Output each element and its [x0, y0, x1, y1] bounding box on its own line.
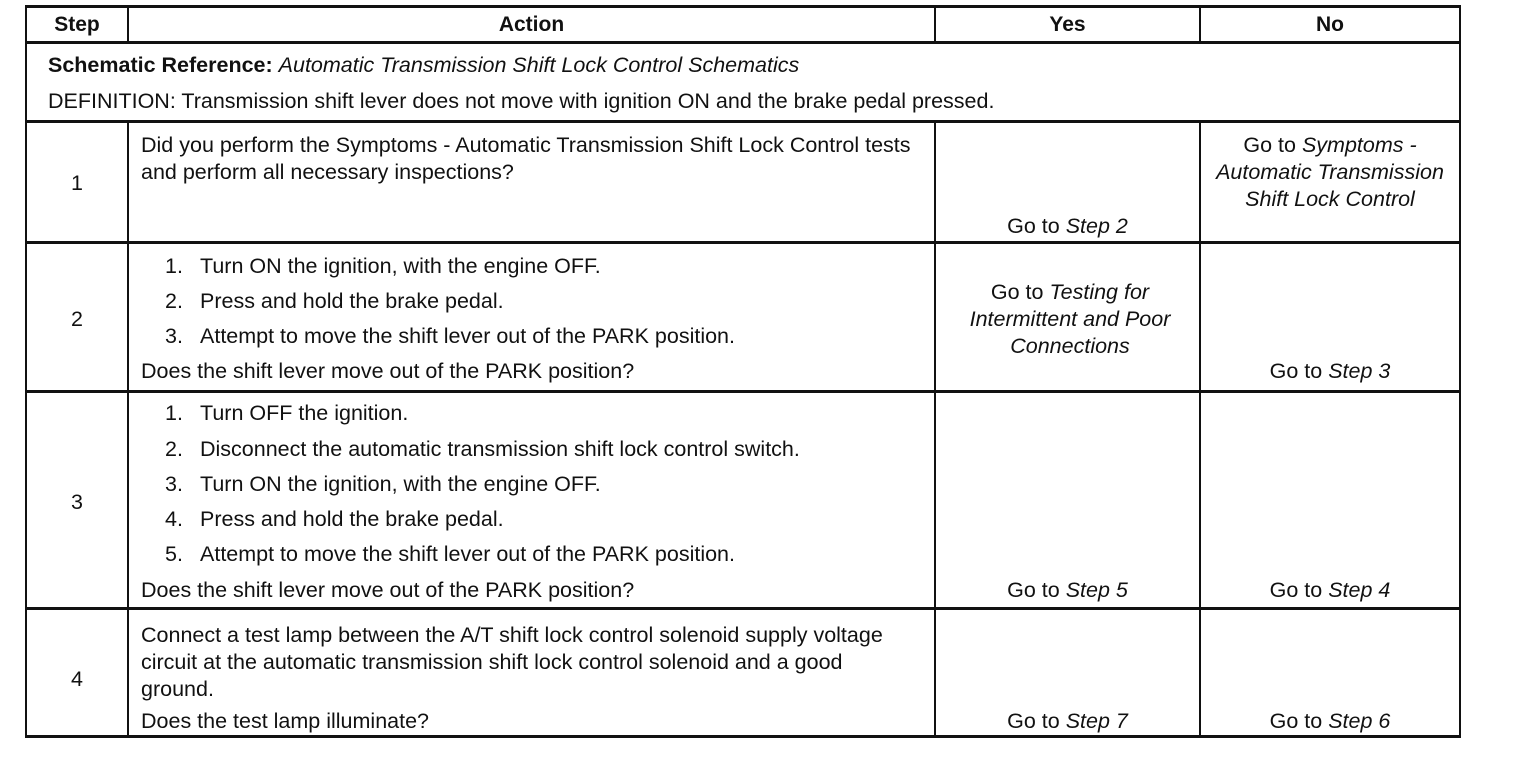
header-action: Action [498, 13, 565, 36]
step3-yes [936, 577, 1199, 604]
step4-number: 4 [71, 667, 83, 691]
step3-item-1-text: Turn OFF the ignition. [200, 401, 409, 425]
schematic-reference [48, 52, 799, 79]
step2-question: Does the shift lever move out of the PARK position? [141, 359, 635, 383]
definition: DEFINITION: Transmission shift lever does not move with ignition ON and the brake pedal pressed. [48, 89, 995, 113]
step1-no-prefix: Go to [1243, 133, 1296, 157]
schematic-reference-label: Schematic Reference: [48, 53, 273, 77]
header-yes: Yes [1049, 13, 1086, 36]
step1-action: Did you perform the Symptoms - Automatic Transmission Shift Lock Control tests and perform all necessary inspections? [141, 133, 911, 184]
diagnostic-table [25, 5, 1461, 738]
step3-number: 3 [71, 490, 83, 514]
step2-item-2: 2. Press and hold the brake pedal. [165, 289, 504, 313]
step3-row [25, 393, 1461, 607]
step2-yes-link[interactable]: Testing for Intermittent and Poor Connections [969, 280, 1171, 358]
step3-item-3: 3. Turn ON the ignition, with the engine OFF. [165, 472, 601, 496]
step4-no-prefix: Go to [1269, 709, 1323, 733]
step4-yes-prefix: Go to [1007, 709, 1060, 733]
step3-yes-link[interactable]: Step 5 [1065, 578, 1128, 602]
step3-item-1: 1. Turn OFF the ignition. [165, 401, 409, 425]
step2-item-1-text: Turn ON the ignition, with the engine OFF. [200, 254, 601, 278]
step2-no [1201, 358, 1459, 385]
step3-question: Does the shift lever move out of the PARK position? [141, 578, 635, 602]
step2-row [25, 244, 1461, 390]
step1-number: 1 [71, 171, 83, 195]
step2-no-link[interactable]: Step 3 [1328, 359, 1391, 383]
step2-no-prefix: Go to [1269, 359, 1323, 383]
step4-question: Does the test lamp illuminate? [141, 709, 430, 733]
step4-yes [936, 708, 1199, 735]
step3-item-4-text: Press and hold the brake pedal. [200, 507, 504, 531]
step1-yes [936, 213, 1199, 240]
step3-item-2: 2. Disconnect the automatic transmission shift lock control switch. [165, 437, 800, 461]
header-step: Step [54, 13, 100, 36]
header-bottom-rule [25, 41, 1461, 44]
step4-row [25, 610, 1461, 735]
step1-no [1215, 132, 1445, 213]
step3-item-4: 4. Press and hold the brake pedal. [165, 507, 504, 531]
step2-item-3-text: Attempt to move the shift lever out of the PARK position. [200, 324, 735, 348]
header-no: No [1316, 13, 1344, 36]
step2-item-1: 1. Turn ON the ignition, with the engine OFF. [165, 254, 601, 278]
step2-item-3: 3. Attempt to move the shift lever out of the PARK position. [165, 324, 735, 348]
table-bottom-border [25, 735, 1461, 738]
step3-yes-prefix: Go to [1007, 578, 1060, 602]
step4-action: Connect a test lamp between the A/T shift lock control solenoid supply voltage circuit at the automatic transmission shift lock control solenoid and a good ground. [141, 623, 883, 701]
step3-no-prefix: Go to [1269, 578, 1323, 602]
step1-no-link[interactable]: Symptoms - Automatic Transmission Shift Lock Control [1216, 133, 1444, 211]
schematic-reference-link[interactable]: Automatic Transmission Shift Lock Control Schematics [278, 53, 800, 77]
step3-item-5: 5. Attempt to move the shift lever out of the PARK position. [165, 542, 735, 566]
step2-yes-prefix: Go to [990, 280, 1044, 304]
step3-no [1201, 577, 1459, 604]
step1-row [25, 123, 1461, 241]
step3-item-5-text: Attempt to move the shift lever out of the PARK position. [200, 542, 735, 566]
step1-yes-link[interactable]: Step 2 [1065, 214, 1128, 238]
step2-yes [945, 279, 1195, 360]
table-top-border [25, 5, 1461, 8]
step3-item-3-text: Turn ON the ignition, with the engine OFF. [200, 472, 601, 496]
step4-no-link[interactable]: Step 6 [1328, 709, 1391, 733]
step2-number: 2 [71, 307, 83, 331]
step4-no [1201, 708, 1459, 735]
step4-yes-link[interactable]: Step 7 [1065, 709, 1128, 733]
step3-item-2-text: Disconnect the automatic transmission shift lock control switch. [200, 437, 800, 461]
step2-item-2-text: Press and hold the brake pedal. [200, 289, 504, 313]
step1-yes-prefix: Go to [1007, 214, 1060, 238]
step3-no-link[interactable]: Step 4 [1328, 578, 1391, 602]
